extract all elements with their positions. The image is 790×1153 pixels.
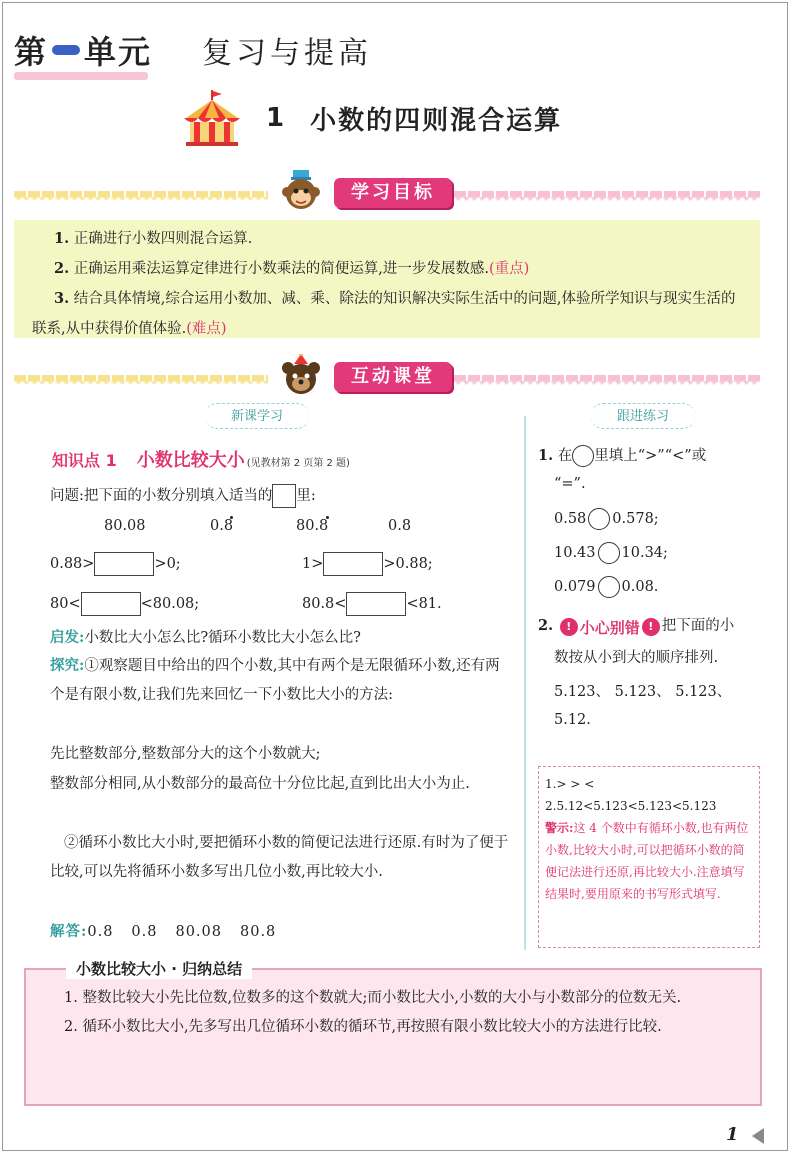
alert-face-icon: ! xyxy=(560,618,578,636)
explore-text: ①观察题目中给出的四个小数,其中有两个是无限循环小数,还有两个是有限小数,让我们先来回忆一下小数比大小的方法: xyxy=(50,658,500,703)
compare-circle[interactable] xyxy=(598,542,620,564)
summary-point-2: 2. 循环小数比大小,先多写出几位循环小数的循环节,再按照有限小数比较大小的方法进行比较. xyxy=(64,1019,662,1035)
compare-left: 80< xyxy=(50,596,81,612)
careful-label: 小心别错 xyxy=(579,618,640,637)
summary-body xyxy=(26,984,764,1042)
goals-banner-label: 学习目标 xyxy=(334,178,452,208)
answer-value: 0.8 xyxy=(131,924,158,940)
q1-item-right: 10.34; xyxy=(621,545,668,561)
q1-text-c: “=”. xyxy=(554,476,586,492)
compare-right: >0; xyxy=(154,556,181,572)
hint-line xyxy=(50,626,361,647)
knowledge-label: 知识点 1 xyxy=(52,451,117,470)
question-prefix: 问题:把下面的小数分别填入适当的 xyxy=(50,488,273,504)
goal-num: 1. xyxy=(54,230,70,247)
q1-item-left: 0.58 xyxy=(554,511,587,527)
q1-item xyxy=(554,542,668,564)
practice-tag: 跟进练习 xyxy=(591,403,695,429)
page-number: 1 xyxy=(726,1124,739,1145)
answer-blank[interactable] xyxy=(346,592,406,616)
unit-header xyxy=(14,28,372,72)
compare-right: <81. xyxy=(406,596,442,612)
answer-blank[interactable] xyxy=(94,552,154,576)
summary-box xyxy=(24,960,762,1106)
explore-label: 探究: xyxy=(50,657,85,674)
warning-text: 这 4 个数中有循环小数,也有两位小数,比较大小时,可以把循环小数的简便记法进行还原,再比较大小.注意填写结果时,要用原来的书写形式填写. xyxy=(545,821,749,901)
step-2-text: 整数部分相同,从小数部分的最高位十分位比起,直到比出大小为止. xyxy=(50,776,470,792)
banner-zigzag-left xyxy=(14,197,268,205)
q1-item-right: 0.578; xyxy=(612,511,659,527)
banner-zigzag-right xyxy=(454,197,760,205)
column-divider xyxy=(524,416,526,950)
goal-num: 3. xyxy=(54,290,70,307)
unit-prefix: 第 xyxy=(14,33,49,71)
step-2 xyxy=(50,770,514,799)
circus-tent-icon xyxy=(180,88,244,148)
compare-row-1b xyxy=(302,552,433,576)
answer-key-line-1: 1.> > < xyxy=(545,777,595,791)
answer-blank[interactable] xyxy=(323,552,383,576)
knowledge-point-heading xyxy=(52,446,350,472)
compare-left: 1> xyxy=(302,556,324,572)
answer-line xyxy=(50,920,276,941)
knowledge-ref: (见教材第 2 页第 2 题) xyxy=(246,458,350,469)
compare-row-2b xyxy=(302,592,442,616)
step-3 xyxy=(50,829,514,887)
answer-key-line-2: 2.5.12<5.123<5.123<5.123 xyxy=(545,799,717,813)
answer-value: 80.08 xyxy=(175,924,222,940)
goal-text: 正确运用乘法运算定律进行小数乘法的简便运算,进一步发展数感. xyxy=(73,261,489,277)
compare-row-2a xyxy=(50,592,199,616)
answer-value: 80.8 xyxy=(240,924,277,940)
compare-left: 0.88> xyxy=(50,556,95,572)
q2-list-2: 5.12. xyxy=(554,712,591,728)
practice-q2 xyxy=(538,614,734,638)
number-2-value: 0.8 xyxy=(210,518,234,534)
unit-title: 复习与提高 xyxy=(202,36,373,71)
bear-mascot-icon xyxy=(280,354,322,396)
q2-num: 2. xyxy=(538,617,554,634)
q1-item xyxy=(554,508,659,530)
careful-tag xyxy=(558,617,662,638)
question-line xyxy=(50,484,316,508)
goal-num: 2. xyxy=(54,260,70,277)
step-1 xyxy=(50,740,514,769)
step-3-text: ②循环小数比大小时,要把循环小数的简便记法进行还原.有时为了便于比较,可以先将循环小数多写出几位小数,再比较大小. xyxy=(50,835,509,880)
answer-key-box xyxy=(538,766,760,948)
unit-underline xyxy=(14,72,148,80)
q1-text-b: 里填上“>”“<”或 xyxy=(594,448,707,464)
q1-item-left: 0.079 xyxy=(554,579,596,595)
goal-tag: (难点) xyxy=(186,321,227,337)
warning-note xyxy=(545,817,753,905)
compare-left: 80.8< xyxy=(302,596,347,612)
banner-zigzag-left xyxy=(14,381,268,389)
hint-text: 小数比大小怎么比?循环小数比大小怎么比? xyxy=(84,630,361,646)
summary-title: 小数比较大小 · 归纳总结 xyxy=(66,958,252,979)
unit-suffix: 单元 xyxy=(84,33,153,71)
knowledge-title: 小数比较大小 xyxy=(136,450,245,471)
goals-banner xyxy=(14,176,760,210)
warning-label: 警示: xyxy=(545,821,574,835)
q1-num: 1. xyxy=(538,447,554,464)
q1-item-right: 0.08. xyxy=(621,579,659,595)
q2-list-1: 5.123、 5.123、 5.123、 xyxy=(554,684,732,700)
explore-paragraph xyxy=(50,651,514,710)
q2-text-1: 把下面的小 xyxy=(661,618,735,634)
circle-blank xyxy=(572,445,594,467)
number-1: 80.08 xyxy=(104,518,146,534)
hint-label: 启发: xyxy=(50,629,85,646)
practice-q1 xyxy=(538,444,706,467)
q1-item xyxy=(554,576,658,598)
compare-row-1a xyxy=(50,552,181,576)
goal-text: 正确进行小数四则混合运算. xyxy=(73,231,253,247)
goal-item xyxy=(32,224,744,254)
compare-circle[interactable] xyxy=(588,508,610,530)
lesson-number: 1 xyxy=(266,103,285,133)
page-arrow-icon xyxy=(752,1128,764,1144)
interactive-banner-label: 互动课堂 xyxy=(334,362,452,392)
interactive-banner xyxy=(14,360,760,394)
compare-right: >0.88; xyxy=(383,556,433,572)
compare-right: <80.08; xyxy=(140,596,200,612)
q1-item-left: 10.43 xyxy=(554,545,596,561)
alert-face-icon: ! xyxy=(642,618,660,636)
lesson-title xyxy=(180,88,562,148)
lesson-title-text: 小数的四则混合运算 xyxy=(310,105,563,136)
q2-text-2: 数按从小到大的顺序排列. xyxy=(554,650,719,666)
question-suffix: 里: xyxy=(296,488,316,504)
number-3: 80.8 xyxy=(296,518,329,534)
answer-blank[interactable] xyxy=(81,592,141,616)
banner-zigzag-right xyxy=(454,381,760,389)
goal-text: 结合具体情境,综合运用小数加、减、乘、除法的知识解决实际生活中的问题,体验所学知识与现实生活的联系,从中获得价值体验. xyxy=(32,291,736,337)
number-2 xyxy=(210,518,233,534)
learning-goals xyxy=(14,220,760,338)
blank-square xyxy=(272,484,296,508)
unit-number xyxy=(14,27,152,73)
goal-item xyxy=(32,284,744,344)
goal-item xyxy=(32,254,744,284)
goal-tag: (重点) xyxy=(488,261,530,277)
number-4: 0.8 xyxy=(388,518,412,534)
monkey-mascot-icon xyxy=(280,170,322,212)
new-lesson-tag: 新课学习 xyxy=(205,403,309,429)
unit-one-pill xyxy=(52,45,80,55)
summary-point-1: 1. 整数比较大小先比位数,位数多的这个数就大;而小数比大小,小数的大小与小数部分的位数无关. xyxy=(64,990,682,1006)
step-1-text: 先比整数部分,整数部分大的这个小数就大; xyxy=(50,746,321,762)
answer-value: 0.8 xyxy=(87,924,114,940)
q1-text-a: 在 xyxy=(557,448,573,464)
answer-label: 解答: xyxy=(50,923,88,940)
compare-circle[interactable] xyxy=(598,576,620,598)
